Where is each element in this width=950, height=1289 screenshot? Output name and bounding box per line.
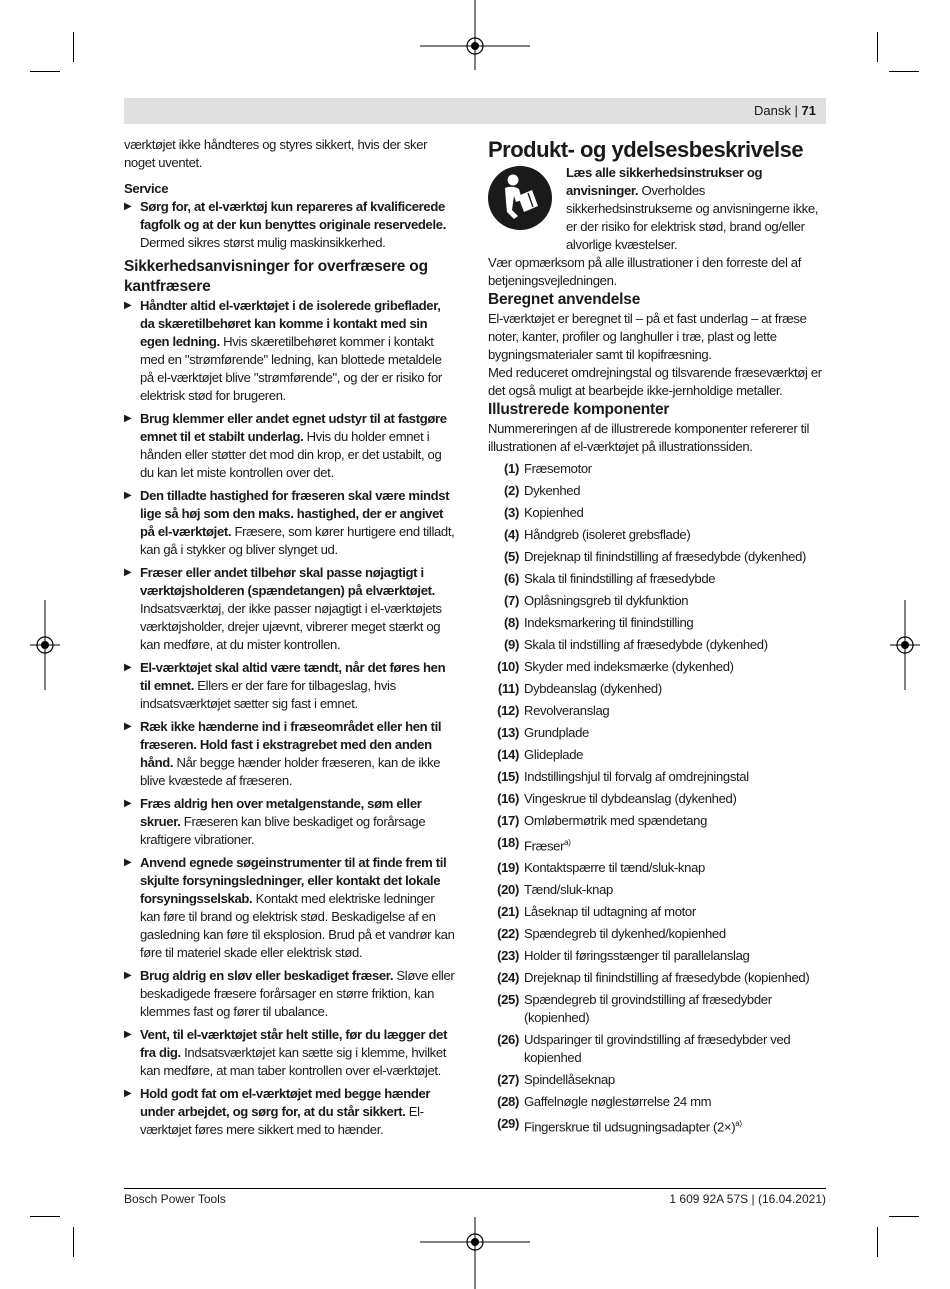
component-item: [488, 881, 826, 899]
component-label: Skala til indstilling af fræsedybde (dykenhed): [524, 637, 768, 652]
product-title: Produkt- og ydelsesbeskrivelse: [488, 137, 804, 162]
crop-mark: [30, 71, 60, 72]
component-item: [488, 526, 826, 544]
header-bar: [124, 98, 826, 124]
service-bullet: [124, 198, 456, 252]
component-label: Indstillingshjul til forvalg af omdrejningstal: [524, 769, 749, 784]
component-item: [488, 1031, 826, 1067]
crop-mark: [877, 1227, 878, 1257]
component-number: (3): [504, 505, 519, 520]
component-label: Glideplade: [524, 747, 584, 762]
component-number: (8): [504, 615, 519, 630]
component-number: (9): [504, 637, 519, 652]
component-label: Spændegreb til dykenhed/kopienhed: [524, 926, 726, 942]
safety-bullet: [124, 487, 456, 559]
crop-mark: [73, 32, 74, 62]
component-item: [488, 460, 826, 478]
bullet-bold: Fræs aldrig hen over metalgenstande, søm eller skruer.: [140, 796, 422, 829]
component-item: [488, 702, 826, 720]
bullet-bold: Sørg for, at el-værktøj kun repareres af kvalificerede fagfolk og at der kun benyttes originale reservedele.: [140, 199, 446, 232]
left-column: [124, 136, 456, 1144]
component-label: Fingerskrue til udsugningsadapter (2×): [524, 1119, 736, 1135]
safety-bullet: [124, 967, 456, 1021]
crop-mark: [889, 71, 919, 72]
component-number: (29): [497, 1116, 519, 1132]
component-label: Spindellåseknap: [524, 1072, 615, 1088]
bullet-triangle-icon: ▶: [124, 721, 132, 732]
component-number: (28): [497, 1094, 519, 1110]
component-item: [488, 746, 826, 764]
service-heading: Service: [124, 181, 169, 196]
bullet-bold: Fræser eller andet tilbehør skal passe nøjagtigt i værktøjsholderen (spændetangen) på elværktøjet.: [140, 565, 435, 598]
bullet-text: Kontakt med elektriske ledninger kan føre til brand og elektrisk stød. Beskadigelse af en gasledning kan føre til eksplosion. Brud på et vandrør kan føre til materiel skade eller elektrisk stød.: [140, 891, 455, 960]
component-label: Dybdeanslag (dykenhed): [524, 681, 662, 696]
bullet-bold: Vent, til el-værktøjet står helt stille, før du lægger det fra dig.: [140, 1027, 448, 1060]
component-item: [488, 680, 826, 698]
registration-mark-left: [30, 600, 60, 690]
component-number: (11): [497, 681, 519, 696]
footnote-marker: a): [735, 1119, 742, 1129]
component-number: (6): [504, 571, 519, 586]
safety-bullet: [124, 659, 456, 713]
component-number: (21): [497, 904, 519, 920]
registration-mark-bottom: [420, 1217, 530, 1289]
component-label: Vingeskrue til dybdeanslag (dykenhed): [524, 791, 737, 806]
component-label: Udsparinger til grovindstilling af fræsedybder ved kopienhed: [524, 1032, 791, 1066]
safety-bullet: [124, 795, 456, 849]
warning-text: Overholdes sikkerhedsinstrukserne og anvisningerne ikke, er der risiko for elektrisk stød, brand og/eller alvorlige kvæstelser.: [566, 183, 819, 252]
safety-bullet: [124, 410, 456, 482]
component-label: Skala til finindstilling af fræsedybde: [524, 571, 716, 586]
component-number: (26): [497, 1032, 519, 1048]
component-label: Indeksmarkering til finindstilling: [524, 615, 694, 630]
bullet-bold: Håndter altid el-værktøjet i de isolerede gribeflader, da skæretilbehøret kan komme i kontakt med sin egen ledning.: [140, 298, 441, 349]
component-label: Kopienhed: [524, 505, 584, 520]
component-item: [488, 1115, 826, 1136]
bullet-triangle-icon: ▶: [124, 490, 132, 501]
component-label: Håndgreb (isoleret grebsflade): [524, 527, 691, 542]
component-number: (15): [497, 769, 519, 784]
page-number: 71: [801, 103, 816, 118]
crop-mark: [30, 1216, 60, 1217]
bullet-text: Indsatsværktøjet kan sætte sig i klemme, hvilket kan medføre, at man taber kontrollen over el-værktøjet.: [140, 1045, 447, 1078]
bullet-text: Indsatsværktøj, der ikke passer nøjagtigt i el-værktøjets værktøjsholder, drejer ujævnt, vibrerer meget stærkt og kan medføre, at du mister kontrollen.: [140, 601, 442, 652]
component-number: (25): [497, 992, 519, 1008]
warning-bold: Læs alle sikkerhedsinstrukser og anvisninger.: [566, 165, 763, 198]
components-heading: Illustrerede komponenter: [488, 401, 670, 418]
bullet-text: Sløve eller beskadigede fræsere forårsager en større friktion, kan klemmes fast og fører til ubalance.: [140, 968, 455, 1019]
bullet-triangle-icon: ▶: [124, 1088, 132, 1099]
component-item: [488, 859, 826, 877]
crop-mark: [73, 1227, 74, 1257]
footer-rule: [124, 1188, 826, 1189]
footer-brand: Bosch Power Tools: [124, 1192, 226, 1206]
component-number: (24): [497, 970, 519, 986]
bullet-text: Hvis skæretilbehøret kommer i kontakt med en "strømførende" ledning, kan blottede metaldele på el-værktøjet blive "strømførende", og der er risiko for elektrisk stød for brugeren.: [140, 334, 442, 403]
footer-docnumber: 1 609 92A 57S | (16.04.2021): [669, 1192, 826, 1206]
bullet-text: Ellers er der fare for tilbageslag, hvis indsatsværktøjet sætter sig fast i emnet.: [140, 678, 396, 711]
component-label: Oplåsningsgreb til dykfunktion: [524, 593, 689, 608]
component-label: Låseknap til udtagning af motor: [524, 904, 696, 920]
component-number: (20): [497, 882, 519, 898]
component-number: (5): [504, 549, 519, 564]
bullet-triangle-icon: ▶: [124, 201, 132, 212]
component-item: [488, 991, 826, 1027]
component-label: Spændegreb til grovindstilling af fræsedybder (kopienhed): [524, 992, 772, 1026]
bullet-text: El-værktøjet føres mere sikkert med to hænder.: [140, 1104, 424, 1137]
header-language: Dansk: [754, 103, 791, 118]
section-heading: Sikkerhedsanvisninger for overfræsere og kantfræsere: [124, 258, 428, 295]
registration-mark-right: [890, 600, 920, 690]
component-number: (12): [497, 703, 519, 718]
crop-mark: [877, 32, 878, 62]
component-label: Revolveranslag: [524, 703, 610, 718]
safety-bullet: [124, 1026, 456, 1080]
intro-text: værktøjet ikke håndteres og styres sikkert, hvis der sker noget uventet.: [124, 137, 428, 170]
component-number: (2): [504, 483, 519, 498]
component-number: (18): [497, 835, 519, 850]
bullet-triangle-icon: ▶: [124, 1029, 132, 1040]
safety-bullets: [124, 297, 456, 1139]
component-label: Grundplade: [524, 725, 589, 740]
bullet-triangle-icon: ▶: [124, 413, 132, 424]
bullet-text: Fræseren kan blive beskadiget og forårsage kraftigere vibrationer.: [140, 814, 426, 847]
crop-mark: [889, 1216, 919, 1217]
component-label: Drejeknap til finindstilling af fræsedybde (dykenhed): [524, 549, 807, 564]
component-number: (13): [497, 725, 519, 740]
safety-bullet: [124, 1085, 456, 1139]
component-number: (27): [497, 1072, 519, 1088]
component-label: Drejeknap til finindstilling af fræsedybde (kopienhed): [524, 970, 810, 986]
warning-block: [488, 164, 826, 254]
component-item: [488, 1093, 826, 1111]
bullet-triangle-icon: ▶: [124, 662, 132, 673]
bullet-triangle-icon: ▶: [124, 857, 132, 868]
component-label: Fræser: [524, 838, 565, 854]
component-label: Tænd/sluk-knap: [524, 882, 613, 898]
component-label: Omløbermøtrik med spændetang: [524, 813, 708, 828]
header-separator: |: [794, 103, 798, 118]
component-item: [488, 969, 826, 987]
component-item: [488, 548, 826, 566]
bullet-bold: Brug aldrig en sløv eller beskadiget fræser.: [140, 968, 394, 983]
bullet-bold: Den tilladte hastighed for fræseren skal være mindst lige så høj som den maks. hastighed, der er angivet på el-værktøjet.: [140, 488, 450, 539]
bullet-bold: Ræk ikke hænderne ind i fræseområdet eller hen til fræseren. Hold fast i ekstragrebet med den anden hånd.: [140, 719, 442, 770]
intended-use-text-1: El-værktøjet er beregnet til – på et fast underlag – at fræse noter, kanter, profiler og langhuller i træ, plast og lette bygningsmaterialer samt til kopifræsning.: [488, 311, 807, 362]
component-label: Holder til føringsstænger til parallelanslag: [524, 948, 750, 964]
component-label: Dykenhed: [524, 483, 581, 498]
component-item: [488, 903, 826, 921]
component-item: [488, 482, 826, 500]
bullet-triangle-icon: ▶: [124, 798, 132, 809]
safety-bullet: [124, 718, 456, 790]
component-item: [488, 834, 826, 855]
safety-bullet: [124, 564, 456, 654]
bullet-text: Fræsere, som kører hurtigere end tilladt, kan gå i stykker og bliver slynget ud.: [140, 524, 455, 557]
header-text: [754, 103, 826, 118]
component-item: [488, 1071, 826, 1089]
component-item: [488, 504, 826, 522]
component-label: Skyder med indeksmærke (dykenhed): [524, 659, 734, 674]
right-column: [488, 136, 826, 1141]
component-number: (16): [497, 791, 519, 806]
bullet-triangle-icon: ▶: [124, 300, 132, 311]
bullet-bold: Anvend egnede søgeinstrumenter til at finde frem til skjulte forsyningsledninger, eller kontakt det lokale forsyningsselskab.: [140, 855, 447, 906]
bullet-triangle-icon: ▶: [124, 567, 132, 578]
component-item: [488, 925, 826, 943]
safety-bullet: [124, 854, 456, 962]
component-number: (10): [497, 659, 519, 674]
component-number: (1): [504, 461, 519, 476]
component-item: [488, 724, 826, 742]
component-item: [488, 658, 826, 676]
bullet-triangle-icon: ▶: [124, 970, 132, 981]
component-item: [488, 636, 826, 654]
component-label: Gaffelnøgle nøglestørrelse 24 mm: [524, 1094, 712, 1110]
component-item: [488, 570, 826, 588]
components-list: [488, 460, 826, 1137]
component-item: [488, 947, 826, 965]
footnote-marker: a): [564, 838, 571, 847]
component-number: (4): [504, 527, 519, 542]
component-label: Kontaktspærre til tænd/sluk-knap: [524, 860, 705, 876]
bullet-text: Hvis du holder emnet i hånden eller støtter det mod din krop, er det ustabilt, og du kan let miste kontrollen over det.: [140, 429, 442, 480]
component-item: [488, 812, 826, 830]
component-item: [488, 790, 826, 808]
bullet-bold: El-værktøjet skal altid være tændt, når det føres hen til emnet.: [140, 660, 446, 693]
component-item: [488, 768, 826, 786]
component-number: (19): [497, 860, 519, 876]
bullet-bold: Brug klemmer eller andet egnet udstyr til at fastgøre emnet til et stabilt underlag.: [140, 411, 447, 444]
component-number: (23): [497, 948, 519, 964]
component-number: (14): [497, 747, 519, 762]
bullet-text: Dermed sikres størst mulig maskinsikkerhed.: [140, 235, 386, 250]
bullet-text: Når begge hænder holder fræseren, kan de ikke blive kvæstede af fræseren.: [140, 755, 441, 788]
components-intro: Nummereringen af de illustrerede komponenter refererer til illustrationen af el-værktøjet på illustrationssiden.: [488, 421, 810, 454]
bullet-bold: Hold godt fat om el-værktøjet med begge hænder under arbejdet, og sørg for, at du står sikkert.: [140, 1086, 431, 1119]
illustrations-note: Vær opmærksom på alle illustrationer i den forreste del af betjeningsvejledningen.: [488, 255, 802, 288]
registration-mark-top: [420, 0, 530, 70]
safety-bullet: [124, 297, 456, 405]
component-number: (17): [497, 813, 519, 828]
component-item: [488, 592, 826, 610]
intended-use-text-2: Med reduceret omdrejningstal og tilsvarende fræseværktøj er det også muligt at bearbejde ikke-jernholdige metaller.: [488, 365, 822, 398]
component-number: (7): [504, 593, 519, 608]
component-item: [488, 614, 826, 632]
component-label: Fræsemotor: [524, 461, 592, 476]
component-number: (22): [497, 926, 519, 942]
read-manual-icon: [488, 166, 552, 230]
intended-use-heading: Beregnet anvendelse: [488, 291, 641, 308]
